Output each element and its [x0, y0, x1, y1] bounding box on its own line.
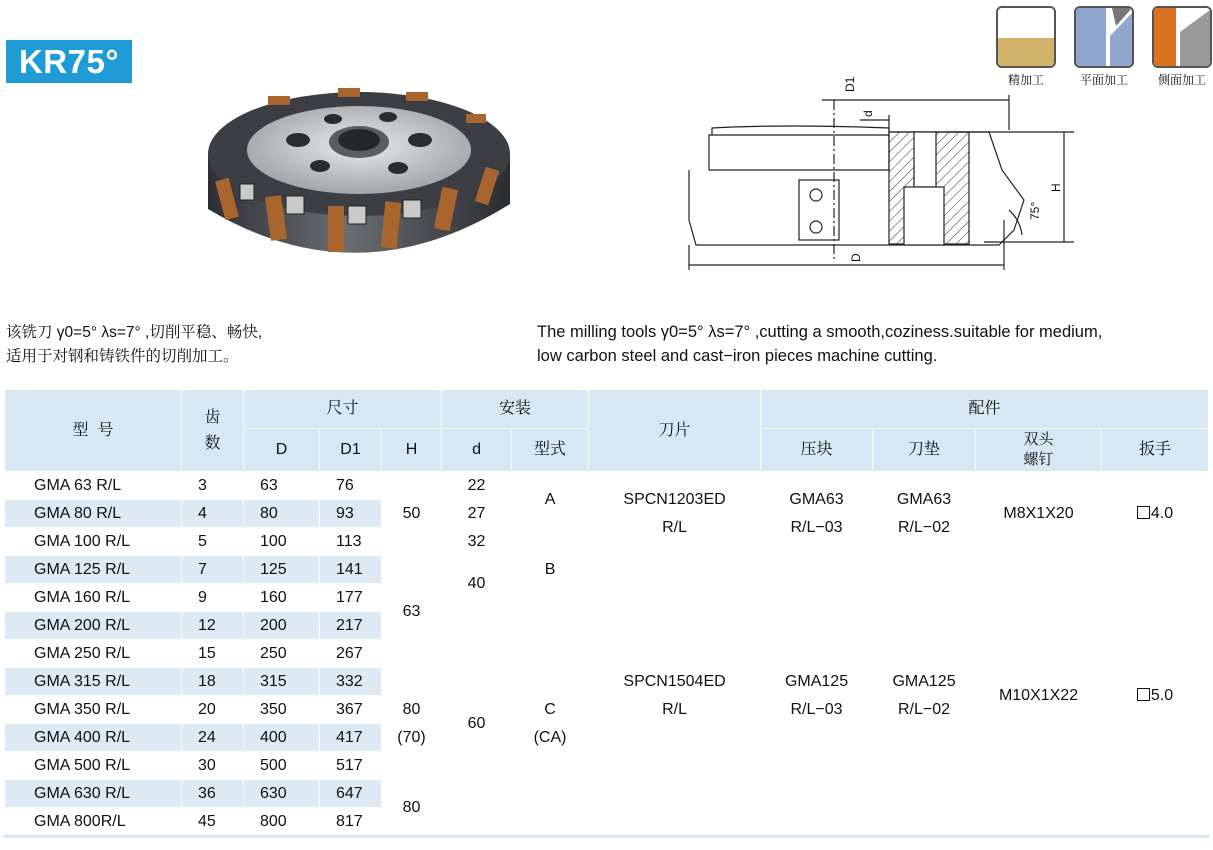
header-shim: 刀垫	[873, 429, 976, 472]
cell-h: 63	[382, 556, 442, 668]
legend-face-milling	[1071, 6, 1137, 88]
cell-d1: 93	[320, 500, 382, 528]
cell-teeth: 36	[182, 780, 244, 808]
dim-d: d	[861, 110, 875, 117]
header-mount: 安装	[442, 390, 589, 429]
cell-model: GMA 315 R/L	[5, 668, 182, 696]
header-D1: D1	[320, 429, 382, 472]
header-size: 尺寸	[244, 390, 442, 429]
dim-h: H	[1049, 183, 1063, 192]
description-en	[537, 320, 1102, 368]
cell-model: GMA 63 R/L	[5, 472, 182, 500]
cell-d-outer: 315	[244, 668, 320, 696]
cell-teeth: 18	[182, 668, 244, 696]
cell-blade: SPCN1504ED R/L	[589, 556, 761, 837]
cell-model: GMA 80 R/L	[5, 500, 182, 528]
cell-d-outer: 350	[244, 696, 320, 724]
header-D: D	[244, 429, 320, 472]
cell-d1: 113	[320, 528, 382, 556]
square-wrench-icon	[1137, 506, 1150, 519]
table-row	[5, 472, 1209, 500]
cell-screw: M8X1X20	[976, 472, 1102, 556]
cell-d-outer: 630	[244, 780, 320, 808]
title-badge: KR75°	[6, 40, 132, 83]
cell-d-outer: 63	[244, 472, 320, 500]
cell-type: B	[512, 528, 589, 612]
wrench-size: 4.0	[1150, 504, 1174, 522]
cell-teeth: 20	[182, 696, 244, 724]
legend-finishing	[993, 6, 1059, 88]
cell-model: GMA 800R/L	[5, 808, 182, 837]
header-wrench: 扳手	[1102, 429, 1209, 472]
cell-d1: 141	[320, 556, 382, 584]
cell-clamp: GMA125 R/L−03	[761, 556, 873, 837]
side-milling-icon	[1152, 6, 1212, 68]
cell-shim: GMA63 R/L−02	[873, 472, 976, 556]
cell-d1: 647	[320, 780, 382, 808]
cell-d-outer: 250	[244, 640, 320, 668]
cell-h: 50	[382, 472, 442, 556]
cell-teeth: 3	[182, 472, 244, 500]
finishing-icon	[996, 6, 1056, 68]
cell-teeth: 30	[182, 752, 244, 780]
legend-label: 精加工	[1007, 73, 1044, 87]
description-en-line2: low carbon steel and cast−iron pieces machine cutting.	[537, 347, 938, 365]
description-cn	[6, 321, 262, 369]
cell-mount-d: 60	[442, 612, 512, 837]
cell-h: 80	[382, 780, 442, 837]
milling-cutter-photo	[198, 84, 523, 274]
cell-wrench	[1102, 472, 1209, 556]
cell-model: GMA 400 R/L	[5, 724, 182, 752]
dim-d1: D1	[843, 76, 857, 92]
cell-type: C (CA)	[512, 612, 589, 837]
spec-table-body	[5, 472, 1209, 837]
header-H: H	[382, 429, 442, 472]
legend-label: 侧面加工	[1157, 73, 1206, 87]
cell-teeth: 45	[182, 808, 244, 837]
cell-d1: 76	[320, 472, 382, 500]
header-screw	[976, 429, 1102, 472]
cell-d1: 517	[320, 752, 382, 780]
cell-d-outer: 125	[244, 556, 320, 584]
header-model: 型 号	[5, 390, 182, 472]
header-teeth: 齿 数	[182, 390, 244, 472]
cell-teeth: 7	[182, 556, 244, 584]
cell-mount-d: 40	[442, 556, 512, 612]
cell-d-outer: 160	[244, 584, 320, 612]
header-screw-bottom: 螺钉	[1023, 451, 1054, 468]
table-row	[5, 556, 1209, 584]
spec-table	[4, 389, 1209, 838]
cell-teeth: 5	[182, 528, 244, 556]
cell-teeth: 15	[182, 640, 244, 668]
legend-label: 平面加工	[1079, 73, 1128, 87]
cell-d-outer: 400	[244, 724, 320, 752]
wrench-size: 5.0	[1150, 686, 1174, 704]
cell-d1: 817	[320, 808, 382, 837]
cell-d1: 367	[320, 696, 382, 724]
cell-d-outer: 800	[244, 808, 320, 837]
cell-type: A	[512, 472, 589, 528]
cell-d1: 217	[320, 612, 382, 640]
square-wrench-icon	[1137, 688, 1150, 701]
cell-model: GMA 630 R/L	[5, 780, 182, 808]
cell-teeth: 12	[182, 612, 244, 640]
cell-model: GMA 160 R/L	[5, 584, 182, 612]
cell-mount-d: 22	[442, 472, 512, 500]
dim-big-d: D	[849, 253, 863, 262]
header-clamp: 压块	[761, 429, 873, 472]
cell-d1: 177	[320, 584, 382, 612]
cell-h: 80 (70)	[382, 668, 442, 780]
header-type: 型式	[512, 429, 589, 472]
dim-angle: 75°	[1028, 201, 1042, 220]
cell-clamp: GMA63 R/L−03	[761, 472, 873, 556]
cell-d-outer: 80	[244, 500, 320, 528]
cell-d-outer: 100	[244, 528, 320, 556]
cell-model: GMA 250 R/L	[5, 640, 182, 668]
cross-section-drawing	[684, 70, 1074, 282]
cell-model: GMA 500 R/L	[5, 752, 182, 780]
description-cn-line1: 该铣刀 γ0=5° λs=7° ,切削平稳、畅快,	[6, 324, 263, 341]
legend-side-milling	[1149, 6, 1213, 88]
cell-d1: 332	[320, 668, 382, 696]
header-parts: 配件	[761, 390, 1209, 429]
header-screw-top: 双头	[1023, 431, 1054, 448]
cell-d1: 417	[320, 724, 382, 752]
cell-mount-d: 27	[442, 500, 512, 528]
description-cn-line2: 适用于对钢和铸铁件的切削加工。	[6, 348, 239, 365]
cell-model: GMA 350 R/L	[5, 696, 182, 724]
cell-blade: SPCN1203ED R/L	[589, 472, 761, 556]
description-en-line1: The milling tools γ0=5° λs=7° ,cutting a smooth,coziness.suitable for medium,	[537, 323, 1103, 341]
cell-teeth: 9	[182, 584, 244, 612]
cell-shim: GMA125 R/L−02	[873, 556, 976, 837]
cell-d-outer: 500	[244, 752, 320, 780]
cell-d-outer: 200	[244, 612, 320, 640]
cell-model: GMA 100 R/L	[5, 528, 182, 556]
cell-teeth: 24	[182, 724, 244, 752]
cell-screw: M10X1X22	[976, 556, 1102, 837]
cell-model: GMA 200 R/L	[5, 612, 182, 640]
cell-model: GMA 125 R/L	[5, 556, 182, 584]
header-d: d	[442, 429, 512, 472]
cell-teeth: 4	[182, 500, 244, 528]
face-milling-icon	[1074, 6, 1134, 68]
cell-d1: 267	[320, 640, 382, 668]
cell-mount-d: 32	[442, 528, 512, 556]
header-blade: 刀片	[589, 390, 761, 472]
cell-wrench	[1102, 556, 1209, 837]
